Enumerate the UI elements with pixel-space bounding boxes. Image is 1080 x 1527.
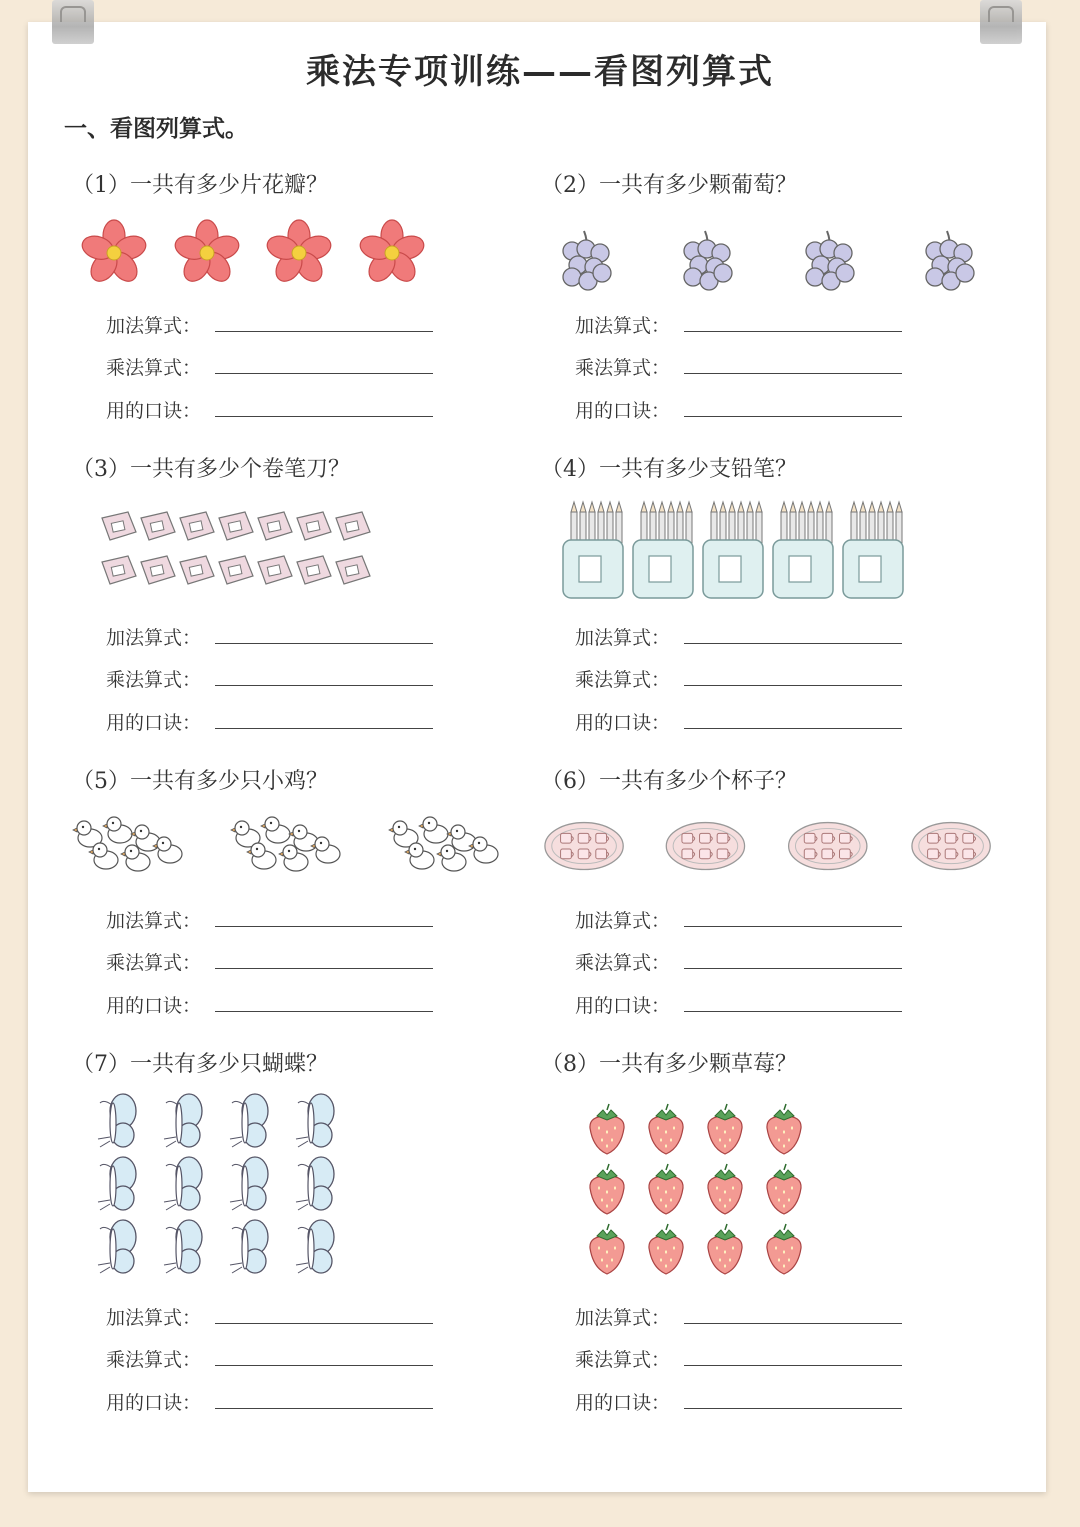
question-text: （1）一共有多少片花瓣？	[72, 173, 328, 198]
addition-row	[106, 906, 216, 936]
rhyme-answer-line[interactable]	[684, 416, 902, 417]
rhyme-row	[106, 991, 216, 1021]
cup-item	[945, 833, 958, 843]
rhyme-row	[575, 396, 685, 426]
cup-item	[682, 833, 695, 843]
addition-answer-line[interactable]	[215, 331, 433, 332]
cup-item	[682, 849, 695, 859]
addition-row	[106, 311, 216, 341]
question-text: （4）一共有多少支铅笔？	[541, 457, 797, 482]
butterfly-item	[296, 1157, 334, 1210]
sharpener-item	[258, 512, 292, 540]
binder-clip-icon	[52, 0, 94, 44]
addition-label: 加法算式：	[575, 910, 671, 932]
flower-item	[172, 220, 242, 286]
grape-bunch	[563, 231, 611, 290]
multiplication-row	[106, 665, 216, 695]
cup-item	[840, 849, 853, 859]
cup-item	[963, 849, 976, 859]
rhyme-label: 用的口诀：	[106, 995, 202, 1017]
grape-bunch	[926, 231, 974, 290]
multiplication-label: 乘法算式：	[106, 952, 202, 974]
pencil-cup-icon	[541, 500, 1001, 605]
multiplication-answer-line[interactable]	[215, 968, 433, 969]
rhyme-label: 用的口诀：	[106, 400, 202, 422]
question-text: （3）一共有多少个卷笔刀？	[72, 457, 350, 482]
strawberry-item	[708, 1104, 742, 1154]
chick-group	[231, 817, 340, 871]
cup-item	[928, 833, 941, 843]
chick-item	[419, 817, 448, 843]
rhyme-answer-line[interactable]	[215, 1408, 433, 1409]
grape-bunch	[806, 231, 854, 290]
flower-item	[79, 220, 149, 286]
cup-item	[822, 849, 835, 859]
plate-item	[545, 823, 623, 870]
multiplication-answer-line[interactable]	[684, 968, 902, 969]
cup-item	[840, 833, 853, 843]
multiplication-row	[106, 353, 216, 383]
chick-group	[389, 817, 498, 871]
grape-bunch	[684, 231, 732, 290]
addition-label: 加法算式：	[106, 315, 202, 337]
strawberry-item	[767, 1164, 801, 1214]
cup-item	[822, 833, 835, 843]
strawberry-item	[590, 1104, 624, 1154]
sharpener-item	[336, 556, 370, 584]
flower-icon	[72, 218, 532, 288]
addition-answer-line[interactable]	[684, 643, 902, 644]
butterfly-item	[164, 1094, 202, 1147]
rhyme-label: 用的口诀：	[106, 1392, 202, 1414]
butterfly-item	[164, 1157, 202, 1210]
addition-label: 加法算式：	[575, 1307, 671, 1329]
sharpener-item	[219, 556, 253, 584]
pencil-cup-item	[843, 502, 903, 598]
butterfly-item	[98, 1157, 136, 1210]
addition-answer-line[interactable]	[215, 643, 433, 644]
chick-item	[247, 843, 276, 869]
strawberry-item	[649, 1224, 683, 1274]
addition-answer-line[interactable]	[684, 1323, 902, 1324]
rhyme-row	[106, 1388, 216, 1418]
cup-item	[561, 849, 574, 859]
rhyme-row	[575, 991, 685, 1021]
addition-answer-line[interactable]	[684, 331, 902, 332]
butterfly-item	[230, 1157, 268, 1210]
question-text: （2）一共有多少颗葡萄？	[541, 173, 797, 198]
multiplication-row	[575, 948, 685, 978]
strawberry-item	[708, 1224, 742, 1274]
pencil-cup-item	[773, 502, 833, 598]
grapes-icon	[541, 223, 1001, 298]
question-text: （7）一共有多少只蝴蝶？	[72, 1052, 328, 1077]
addition-label: 加法算式：	[106, 1307, 202, 1329]
sharpener-item	[258, 556, 292, 584]
question-text: （5）一共有多少只小鸡？	[72, 769, 328, 794]
cups-plate-icon	[541, 816, 1001, 881]
addition-row	[575, 623, 685, 653]
sharpener-item	[297, 556, 331, 584]
plate-item	[912, 823, 990, 870]
multiplication-label: 乘法算式：	[106, 1349, 202, 1371]
rhyme-label: 用的口诀：	[575, 712, 671, 734]
chick-item	[261, 817, 290, 843]
rhyme-label: 用的口诀：	[575, 995, 671, 1017]
strawberry-item	[590, 1224, 624, 1274]
chick-item	[103, 817, 132, 843]
addition-label: 加法算式：	[575, 627, 671, 649]
butterfly-item	[98, 1220, 136, 1273]
chick-group	[73, 817, 182, 871]
butterfly-item	[230, 1094, 268, 1147]
multiplication-answer-line[interactable]	[684, 685, 902, 686]
strawberry-item	[649, 1164, 683, 1214]
cup-item	[578, 849, 591, 859]
rhyme-label: 用的口诀：	[575, 400, 671, 422]
section-heading: 一、看图列算式。	[64, 115, 248, 142]
rhyme-row	[106, 708, 216, 738]
pencil-cup-item	[563, 502, 623, 598]
plate-item	[666, 823, 744, 870]
flower-item	[357, 220, 427, 286]
addition-label: 加法算式：	[106, 910, 202, 932]
cup-item	[596, 833, 609, 843]
butterfly-item	[296, 1094, 334, 1147]
addition-answer-line[interactable]	[215, 1323, 433, 1324]
rhyme-row	[106, 396, 216, 426]
flower-item	[264, 220, 334, 286]
butterfly-item	[98, 1094, 136, 1147]
chick-item	[469, 837, 498, 863]
multiplication-answer-line[interactable]	[684, 373, 902, 374]
multiplication-label: 乘法算式：	[575, 1349, 671, 1371]
strawberry-item	[590, 1164, 624, 1214]
multiplication-answer-line[interactable]	[684, 1365, 902, 1366]
multiplication-label: 乘法算式：	[575, 669, 671, 691]
question-text: （6）一共有多少个杯子？	[541, 769, 797, 794]
multiplication-label: 乘法算式：	[106, 669, 202, 691]
sharpener-item	[219, 512, 253, 540]
rhyme-row	[575, 1388, 685, 1418]
multiplication-label: 乘法算式：	[575, 952, 671, 974]
butterfly-icon	[72, 1091, 532, 1281]
sharpener-item	[141, 556, 175, 584]
cup-item	[963, 833, 976, 843]
addition-answer-line[interactable]	[684, 926, 902, 927]
strawberry-item	[767, 1224, 801, 1274]
sharpener-item	[141, 512, 175, 540]
rhyme-answer-line[interactable]	[684, 1408, 902, 1409]
addition-row	[106, 623, 216, 653]
cup-item	[717, 849, 730, 859]
cup-item	[700, 849, 713, 859]
cup-item	[561, 833, 574, 843]
sharpener-item	[336, 512, 370, 540]
sharpener-item	[180, 556, 214, 584]
rhyme-label: 用的口诀：	[106, 712, 202, 734]
rhyme-answer-line[interactable]	[215, 728, 433, 729]
multiplication-answer-line[interactable]	[215, 685, 433, 686]
cup-item	[804, 849, 817, 859]
strawberry-icon	[541, 1102, 1001, 1282]
sharpener-item	[102, 556, 136, 584]
rhyme-answer-line[interactable]	[684, 1011, 902, 1012]
cup-item	[945, 849, 958, 859]
addition-row	[575, 1303, 685, 1333]
butterfly-item	[230, 1220, 268, 1273]
multiplication-row	[575, 665, 685, 695]
cup-item	[578, 833, 591, 843]
cup-item	[804, 833, 817, 843]
multiplication-row	[575, 353, 685, 383]
chick-item	[405, 843, 434, 869]
multiplication-answer-line[interactable]	[215, 373, 433, 374]
strawberry-item	[767, 1104, 801, 1154]
multiplication-label: 乘法算式：	[106, 357, 202, 379]
multiplication-row	[106, 1345, 216, 1375]
addition-answer-line[interactable]	[215, 926, 433, 927]
question-text: （8）一共有多少颗草莓？	[541, 1052, 797, 1077]
rhyme-answer-line[interactable]	[215, 416, 433, 417]
addition-row	[575, 906, 685, 936]
cup-item	[596, 849, 609, 859]
cup-item	[928, 849, 941, 859]
cup-item	[717, 833, 730, 843]
sharpener-item	[102, 512, 136, 540]
chicks-icon	[72, 812, 532, 882]
page-title: 乘法专项训练——看图列算式	[306, 52, 774, 92]
sharpener-item	[180, 512, 214, 540]
butterfly-item	[164, 1220, 202, 1273]
plate-item	[789, 823, 867, 870]
multiplication-row	[106, 948, 216, 978]
chick-item	[89, 843, 118, 869]
sharpener-item	[297, 512, 331, 540]
sharpener-icon	[72, 504, 532, 594]
butterfly-item	[296, 1220, 334, 1273]
pencil-cup-item	[703, 502, 763, 598]
multiplication-row	[575, 1345, 685, 1375]
addition-row	[575, 311, 685, 341]
rhyme-label: 用的口诀：	[575, 1392, 671, 1414]
multiplication-label: 乘法算式：	[575, 357, 671, 379]
rhyme-row	[575, 708, 685, 738]
strawberry-item	[708, 1164, 742, 1214]
chick-item	[153, 837, 182, 863]
chick-item	[311, 837, 340, 863]
rhyme-answer-line[interactable]	[684, 728, 902, 729]
strawberry-item	[649, 1104, 683, 1154]
addition-label: 加法算式：	[575, 315, 671, 337]
rhyme-answer-line[interactable]	[215, 1011, 433, 1012]
cup-item	[700, 833, 713, 843]
addition-row	[106, 1303, 216, 1333]
binder-clip-icon	[980, 0, 1022, 44]
multiplication-answer-line[interactable]	[215, 1365, 433, 1366]
pencil-cup-item	[633, 502, 693, 598]
addition-label: 加法算式：	[106, 627, 202, 649]
